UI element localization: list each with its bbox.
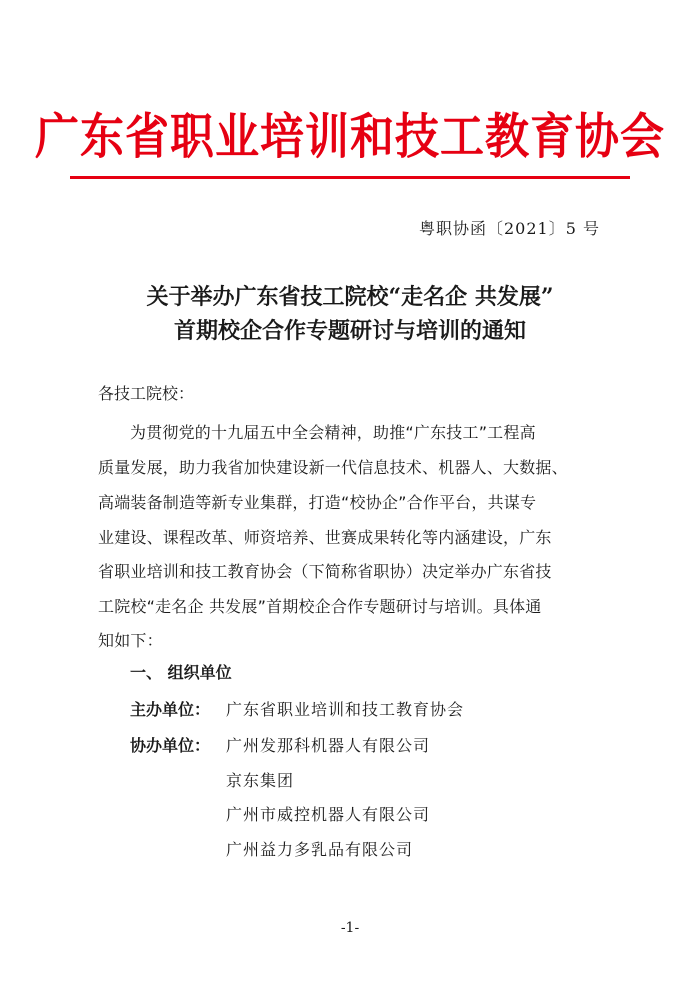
body-paragraph-line: 省职业培训和技工教育协会（下简称省职协）决定举办广东省技: [98, 562, 552, 581]
salutation: 各技工院校：: [98, 384, 195, 403]
body-paragraph-line: 为贯彻党的十九届五中全会精神，助推“广东技工”工程高: [130, 423, 536, 442]
body-paragraph-line: 质量发展，助力我省加快建设新一代信息技术、机器人、大数据、: [98, 458, 568, 477]
co-organizer-value: 京东集团: [226, 771, 295, 790]
section-heading-organizers: 一、 组织单位: [130, 663, 232, 682]
masthead-red-rule: [70, 176, 630, 179]
body-paragraph-line: 业建设、课程改革、师资培养、世赛成果转化等内涵建设，广东: [98, 528, 552, 547]
body-paragraph-line: 知如下：: [98, 631, 163, 650]
body-paragraph-line: 工院校“走名企 共发展”首期校企合作专题研讨与培训。具体通: [98, 597, 542, 616]
co-organizer-label: 协办单位：: [130, 736, 211, 755]
document-number: 粤职协函〔2021〕5 号: [419, 219, 600, 238]
co-organizer-value: 广州益力多乳品有限公司: [226, 840, 414, 859]
notice-title-line-1: 关于举办广东省技工院校“走名企 共发展”: [146, 284, 554, 310]
co-organizer-value: 广州市威控机器人有限公司: [226, 805, 431, 824]
body-paragraph-line: 高端装备制造等新专业集群，打造“校协企”合作平台，共谋专: [98, 493, 537, 512]
notice-title-line-2: 首期校企合作专题研讨与培训的通知: [173, 318, 526, 344]
masthead-title: 广东省职业培训和技工教育协会: [35, 108, 665, 165]
organizer-value: 广东省职业培训和技工教育协会: [226, 700, 465, 719]
co-organizer-value: 广州发那科机器人有限公司: [226, 736, 431, 755]
page-number: -1-: [340, 920, 360, 936]
organizer-label: 主办单位：: [130, 700, 211, 719]
